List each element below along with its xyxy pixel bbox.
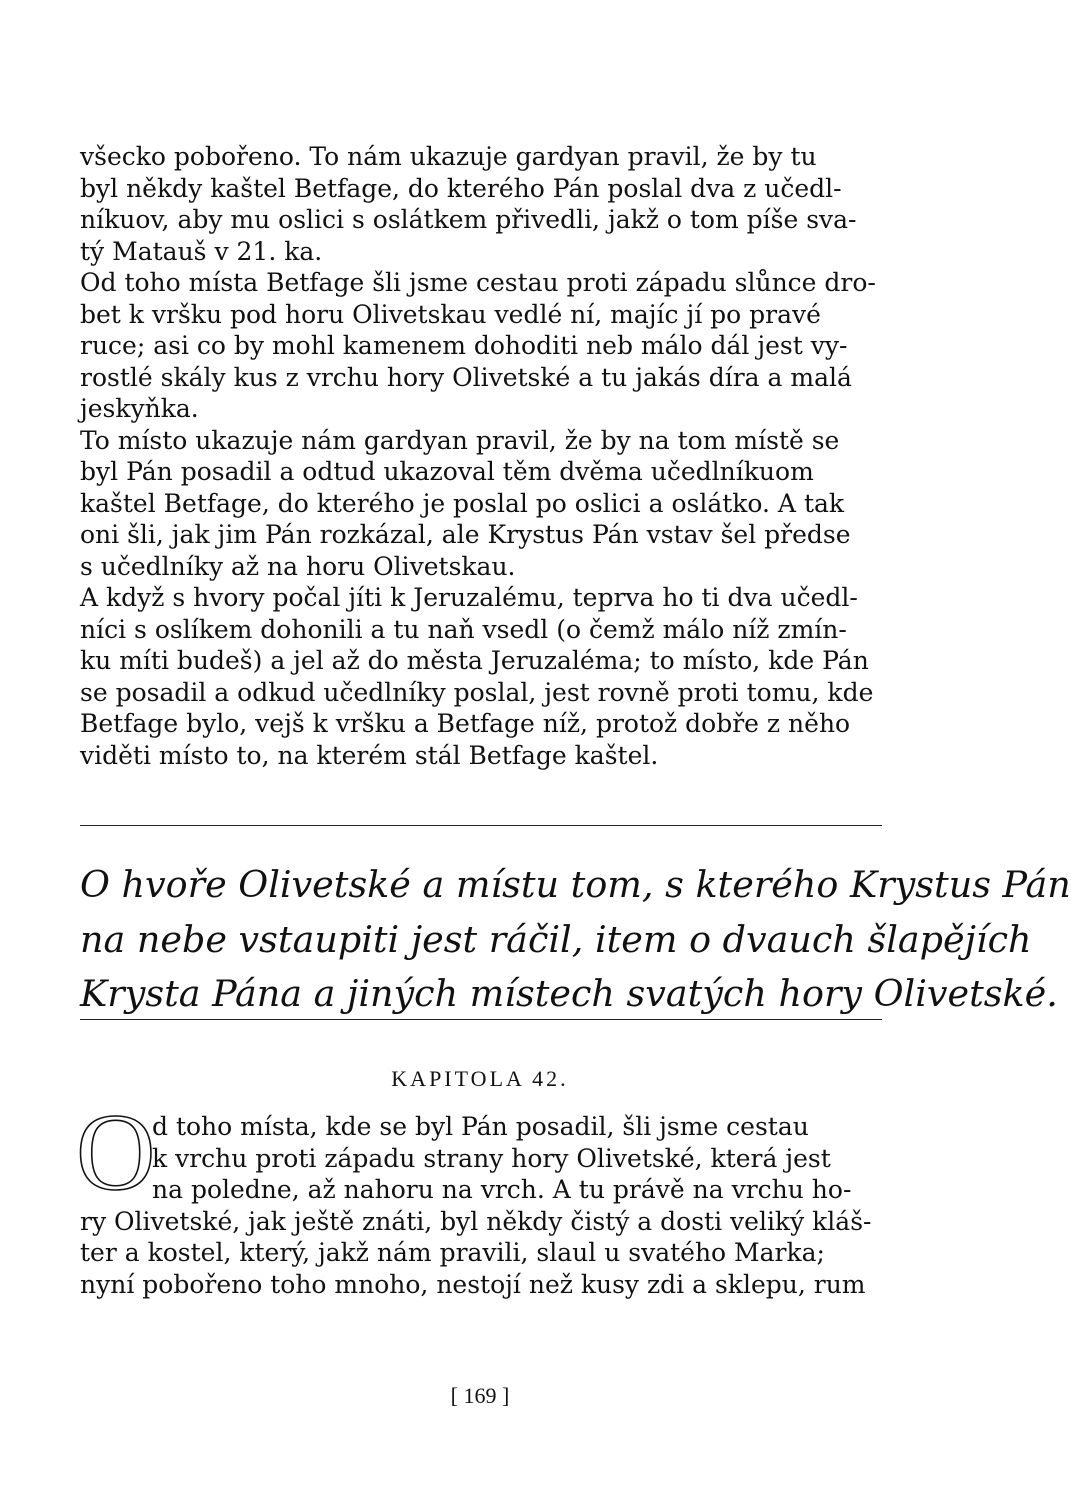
heading-line: O hvoře Olivetské a místu tom, s kterého Krystus Pán: [80, 863, 1071, 906]
text-line: kaštel Betfage, do kterého je poslal po oslici a oslátko. A tak: [80, 488, 845, 518]
text-line: s učedlníky až na horu Olivetskau.: [80, 551, 516, 581]
text-line: níkuov, aby mu oslici s oslátkem přivedli, jakž o tom píše sva-: [80, 205, 857, 234]
text-line: tý Matauš v 21. ka.: [80, 236, 323, 266]
text-line: se posadil a odkud učedlníky poslal, jest rovně proti tomu, kde: [80, 677, 874, 707]
heading-line: Krysta Pána a jiných místech svatých hory Olivetské.: [80, 972, 1058, 1015]
text-line: byl někdy kaštel Betfage, do kterého Pán poslal dva z učedl-: [80, 173, 842, 203]
page-number: [ 169 ]: [450, 1383, 510, 1408]
chapter-text: [80, 1111, 880, 1300]
text-line: níci s oslíkem dohonili a tu naň vsedl (o čemž málo níž zmín-: [80, 614, 847, 644]
text-line: ku míti budeš) a jel až do města Jeruzaléma; to místo, kde Pán: [80, 646, 869, 675]
chapter-heading: [80, 858, 1071, 1022]
bottom-rule: [80, 1019, 882, 1020]
text-line: rostlé skály kus z vrchu hory Olivetské a tu jakás díra a malá: [80, 362, 852, 392]
text-line: Betfage bylo, vejš k vršku a Betfage níž, protož dobře z něho: [80, 709, 851, 738]
text-line: ter a kostel, který, jakž nám pravili, slaul u svatého Marka;: [80, 1238, 825, 1267]
text-line: oni šli, jak jim Pán rozkázal, ale Krystus Pán vstav šel předse: [80, 520, 851, 549]
text-line: na poledne, až nahoru na vrch. A tu právě na vrchu ho-: [152, 1175, 852, 1204]
text-line: A když s hvory počal jíti k Jeruzalému, teprva ho ti dva učedl-: [80, 583, 858, 612]
text-line: ry Olivetské, jak ještě znáti, byl někdy čistý a dosti veliký kláš-: [80, 1206, 872, 1236]
text-line: Od toho místa Betfage šli jsme cestau proti západu slůnce dro-: [80, 268, 876, 297]
drop-cap: O: [76, 1091, 156, 1213]
top-rule: [80, 825, 882, 826]
text-line: viděti místo to, na kterém stál Betfage kaštel.: [80, 740, 659, 770]
text-line: byl Pán posadil a odtud ukazoval těm dvěma učedlníkuom: [80, 457, 814, 486]
text-line: bet k vršku pod horu Olivetskau vedlé ní, majíc jí po pravé: [80, 299, 821, 329]
text-line: všecko pobořeno. To nám ukazuje gardyan pravil, že by tu: [80, 142, 817, 171]
text-line: nyní pobořeno toho mnoho, nestojí než kusy zdi a sklepu, rum: [80, 1269, 866, 1299]
heading-line: na nebe vstaupiti jest ráčil, item o dvauch šlapějích: [80, 917, 1032, 961]
text-line: d toho místa, kde se byl Pán posadil, šli jsme cestau: [152, 1112, 809, 1141]
text-line: k vrchu proti západu strany hory Olivetské, která jest: [152, 1143, 831, 1173]
text-line: ruce; asi co by mohl kamenem dohoditi neb málo dál jest vy-: [80, 331, 848, 360]
chapter-label: KAPITOLA 42.: [391, 1066, 569, 1091]
text-line: To místo ukazuje nám gardyan pravil, že by na tom místě se: [80, 425, 840, 455]
text-line: jeskyňka.: [80, 394, 199, 423]
body-text: [80, 141, 880, 771]
